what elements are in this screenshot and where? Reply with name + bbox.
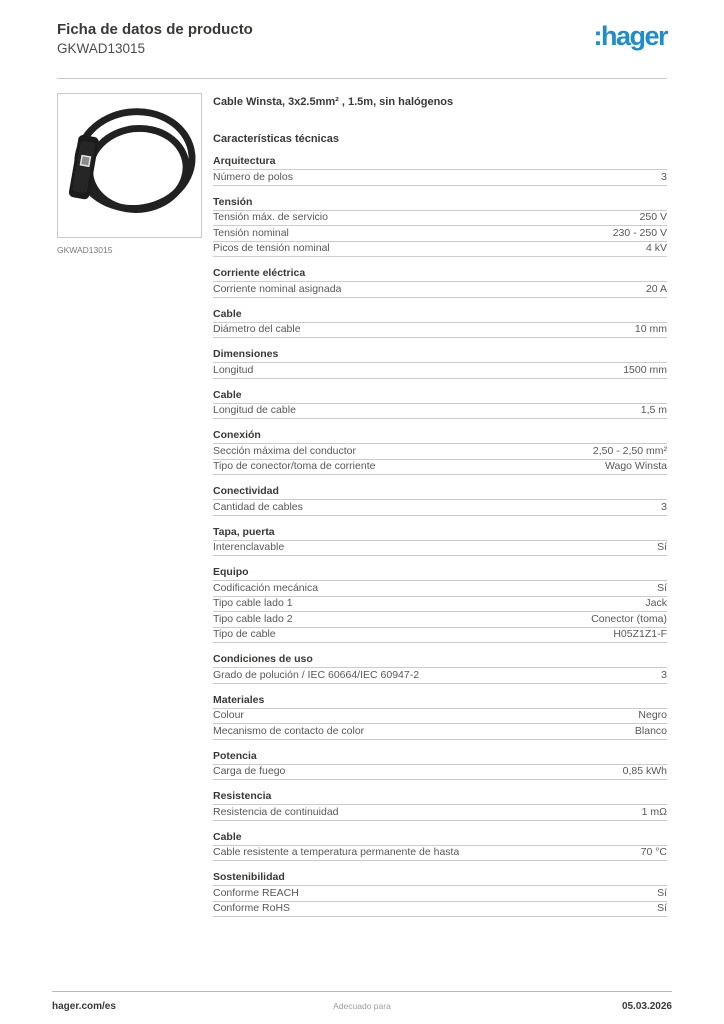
product-image-caption: GKWAD13015 — [57, 245, 113, 255]
spec-label: Sección máxima del conductor — [213, 445, 356, 457]
spec-label: Tensión máx. de servicio — [213, 212, 328, 223]
page-header — [0, 0, 724, 79]
spec-value: Jack — [645, 597, 667, 609]
spec-section — [213, 653, 667, 684]
spec-section — [213, 871, 667, 917]
spec-value: Sí — [657, 902, 667, 914]
page-title: Ficha de datos de producto — [57, 21, 253, 38]
spec-row — [213, 363, 667, 379]
product-name: Cable Winsta, 3x2.5mm² , 1.5m, sin halógenos — [213, 96, 454, 108]
spec-section-title: Tensión — [213, 196, 667, 211]
spec-label: Conforme REACH — [213, 887, 299, 899]
spec-label: Codificación mecánica — [213, 582, 319, 594]
spec-section-title: Cable — [213, 831, 667, 846]
spec-value: H05Z1Z1-F — [613, 628, 667, 640]
spec-row — [213, 170, 667, 186]
spec-value: Sí — [657, 886, 667, 899]
spec-label: Cable resistente a temperatura permanente de hasta — [213, 847, 460, 858]
spec-section-title: Sostenibilidad — [213, 871, 667, 886]
spec-row — [213, 628, 667, 644]
spec-section — [213, 267, 667, 298]
spec-label: Interenclavable — [213, 542, 285, 553]
spec-value: Conector (toma) — [591, 612, 667, 625]
spec-value: 2,50 - 2,50 mm² — [592, 444, 667, 457]
spec-label: Longitud — [213, 364, 254, 376]
spec-value: 3 — [661, 668, 667, 681]
spec-label: Número de polos — [213, 171, 293, 183]
spec-sections — [213, 155, 667, 917]
spec-row — [213, 612, 667, 628]
spec-value: Sí — [657, 541, 667, 553]
spec-row — [213, 886, 667, 902]
spec-value: Sí — [657, 581, 667, 594]
product-image — [58, 94, 201, 237]
spec-section-title: Equipo — [213, 566, 667, 581]
spec-label: Tensión nominal — [213, 227, 289, 239]
spec-row — [213, 765, 667, 781]
spec-label: Tipo de conector/toma de corriente — [213, 461, 376, 472]
spec-section-title: Arquitectura — [213, 155, 667, 170]
spec-value: Blanco — [634, 724, 667, 737]
spec-section — [213, 526, 667, 557]
spec-row — [213, 805, 667, 821]
spec-label: Corriente nominal asignada — [213, 283, 342, 295]
spec-value: Wago Winsta — [604, 460, 667, 472]
spec-section — [213, 196, 667, 258]
spec-value: Negro — [638, 709, 667, 721]
spec-section-title: Resistencia — [213, 790, 667, 805]
spec-section-title: Condiciones de uso — [213, 653, 667, 668]
header-divider — [57, 78, 667, 79]
spec-section-title: Cable — [213, 389, 667, 404]
page-footer — [52, 991, 672, 1012]
spec-section-title: Corriente eléctrica — [213, 267, 667, 282]
specs-column — [213, 93, 667, 917]
spec-value: 3 — [661, 500, 667, 513]
spec-row — [213, 597, 667, 613]
product-image-frame — [57, 93, 202, 238]
spec-label: Longitud de cable — [213, 405, 296, 416]
spec-value: 250 V — [639, 211, 667, 223]
spec-label: Tipo cable lado 2 — [213, 613, 293, 625]
spec-section — [213, 831, 667, 862]
spec-value: 1500 mm — [623, 363, 667, 376]
spec-row — [213, 500, 667, 516]
spec-section-title: Dimensiones — [213, 348, 667, 363]
spec-row — [213, 242, 667, 258]
spec-section — [213, 155, 667, 186]
spec-row — [213, 460, 667, 476]
spec-label: Picos de tensión nominal — [213, 243, 330, 254]
spec-section — [213, 566, 667, 643]
spec-value: 1 mΩ — [641, 805, 667, 818]
spec-section-title: Materiales — [213, 694, 667, 709]
spec-row — [213, 846, 667, 862]
footer-date: 05.03.2026 — [621, 1001, 672, 1012]
spec-row — [213, 668, 667, 684]
spec-value: 4 kV — [645, 242, 667, 254]
spec-section — [213, 485, 667, 516]
spec-section — [213, 750, 667, 781]
spec-section — [213, 348, 667, 379]
spec-row — [213, 724, 667, 740]
spec-row — [213, 211, 667, 227]
spec-section-title: Cable — [213, 308, 667, 323]
spec-value: 70 °C — [640, 846, 667, 858]
spec-row — [213, 226, 667, 242]
spec-label: Mecanismo de contacto de color — [213, 725, 365, 737]
spec-value: 0,85 kWh — [622, 765, 667, 777]
spec-section — [213, 308, 667, 339]
spec-section — [213, 790, 667, 821]
spec-row — [213, 404, 667, 420]
spec-section — [213, 389, 667, 420]
spec-label: Carga de fuego — [213, 766, 286, 777]
spec-label: Colour — [213, 710, 244, 721]
spec-section-title: Potencia — [213, 750, 667, 765]
spec-label: Cantidad de cables — [213, 501, 303, 513]
spec-row — [213, 709, 667, 725]
spec-label: Conforme RoHS — [213, 903, 291, 914]
spec-label: Tipo de cable — [213, 629, 276, 640]
spec-section-title: Conexión — [213, 429, 667, 444]
footer-content — [52, 1001, 672, 1012]
spec-row — [213, 902, 667, 918]
spec-row — [213, 323, 667, 339]
spec-label: Grado de polución / IEC 60664/IEC 60947-2 — [213, 669, 420, 681]
spec-value: 3 — [661, 170, 667, 183]
spec-section — [213, 429, 667, 475]
spec-value: 20 A — [645, 282, 667, 295]
spec-section-title: Conectividad — [213, 485, 667, 500]
spec-row — [213, 282, 667, 298]
hager-website-link[interactable]: hager.com/es — [52, 1001, 116, 1012]
spec-section — [213, 694, 667, 740]
spec-section-title: Tapa, puerta — [213, 526, 667, 541]
spec-row — [213, 541, 667, 557]
spec-label: Diámetro del cable — [213, 324, 301, 335]
spec-value: 10 mm — [634, 323, 667, 335]
spec-value: 1,5 m — [640, 404, 667, 416]
specs-heading: Características técnicas — [213, 133, 339, 145]
spec-row — [213, 581, 667, 597]
spec-label: Resistencia de continuidad — [213, 806, 339, 818]
product-image-column — [57, 93, 202, 255]
spec-label: Tipo cable lado 1 — [213, 598, 293, 609]
spec-row — [213, 444, 667, 460]
spec-value: 230 - 250 V — [612, 226, 667, 239]
footer-note: Adecuado para — [333, 1001, 391, 1011]
hager-logo: :hager — [593, 21, 667, 51]
product-code: GKWAD13015 — [57, 41, 146, 56]
main-content — [0, 79, 724, 917]
